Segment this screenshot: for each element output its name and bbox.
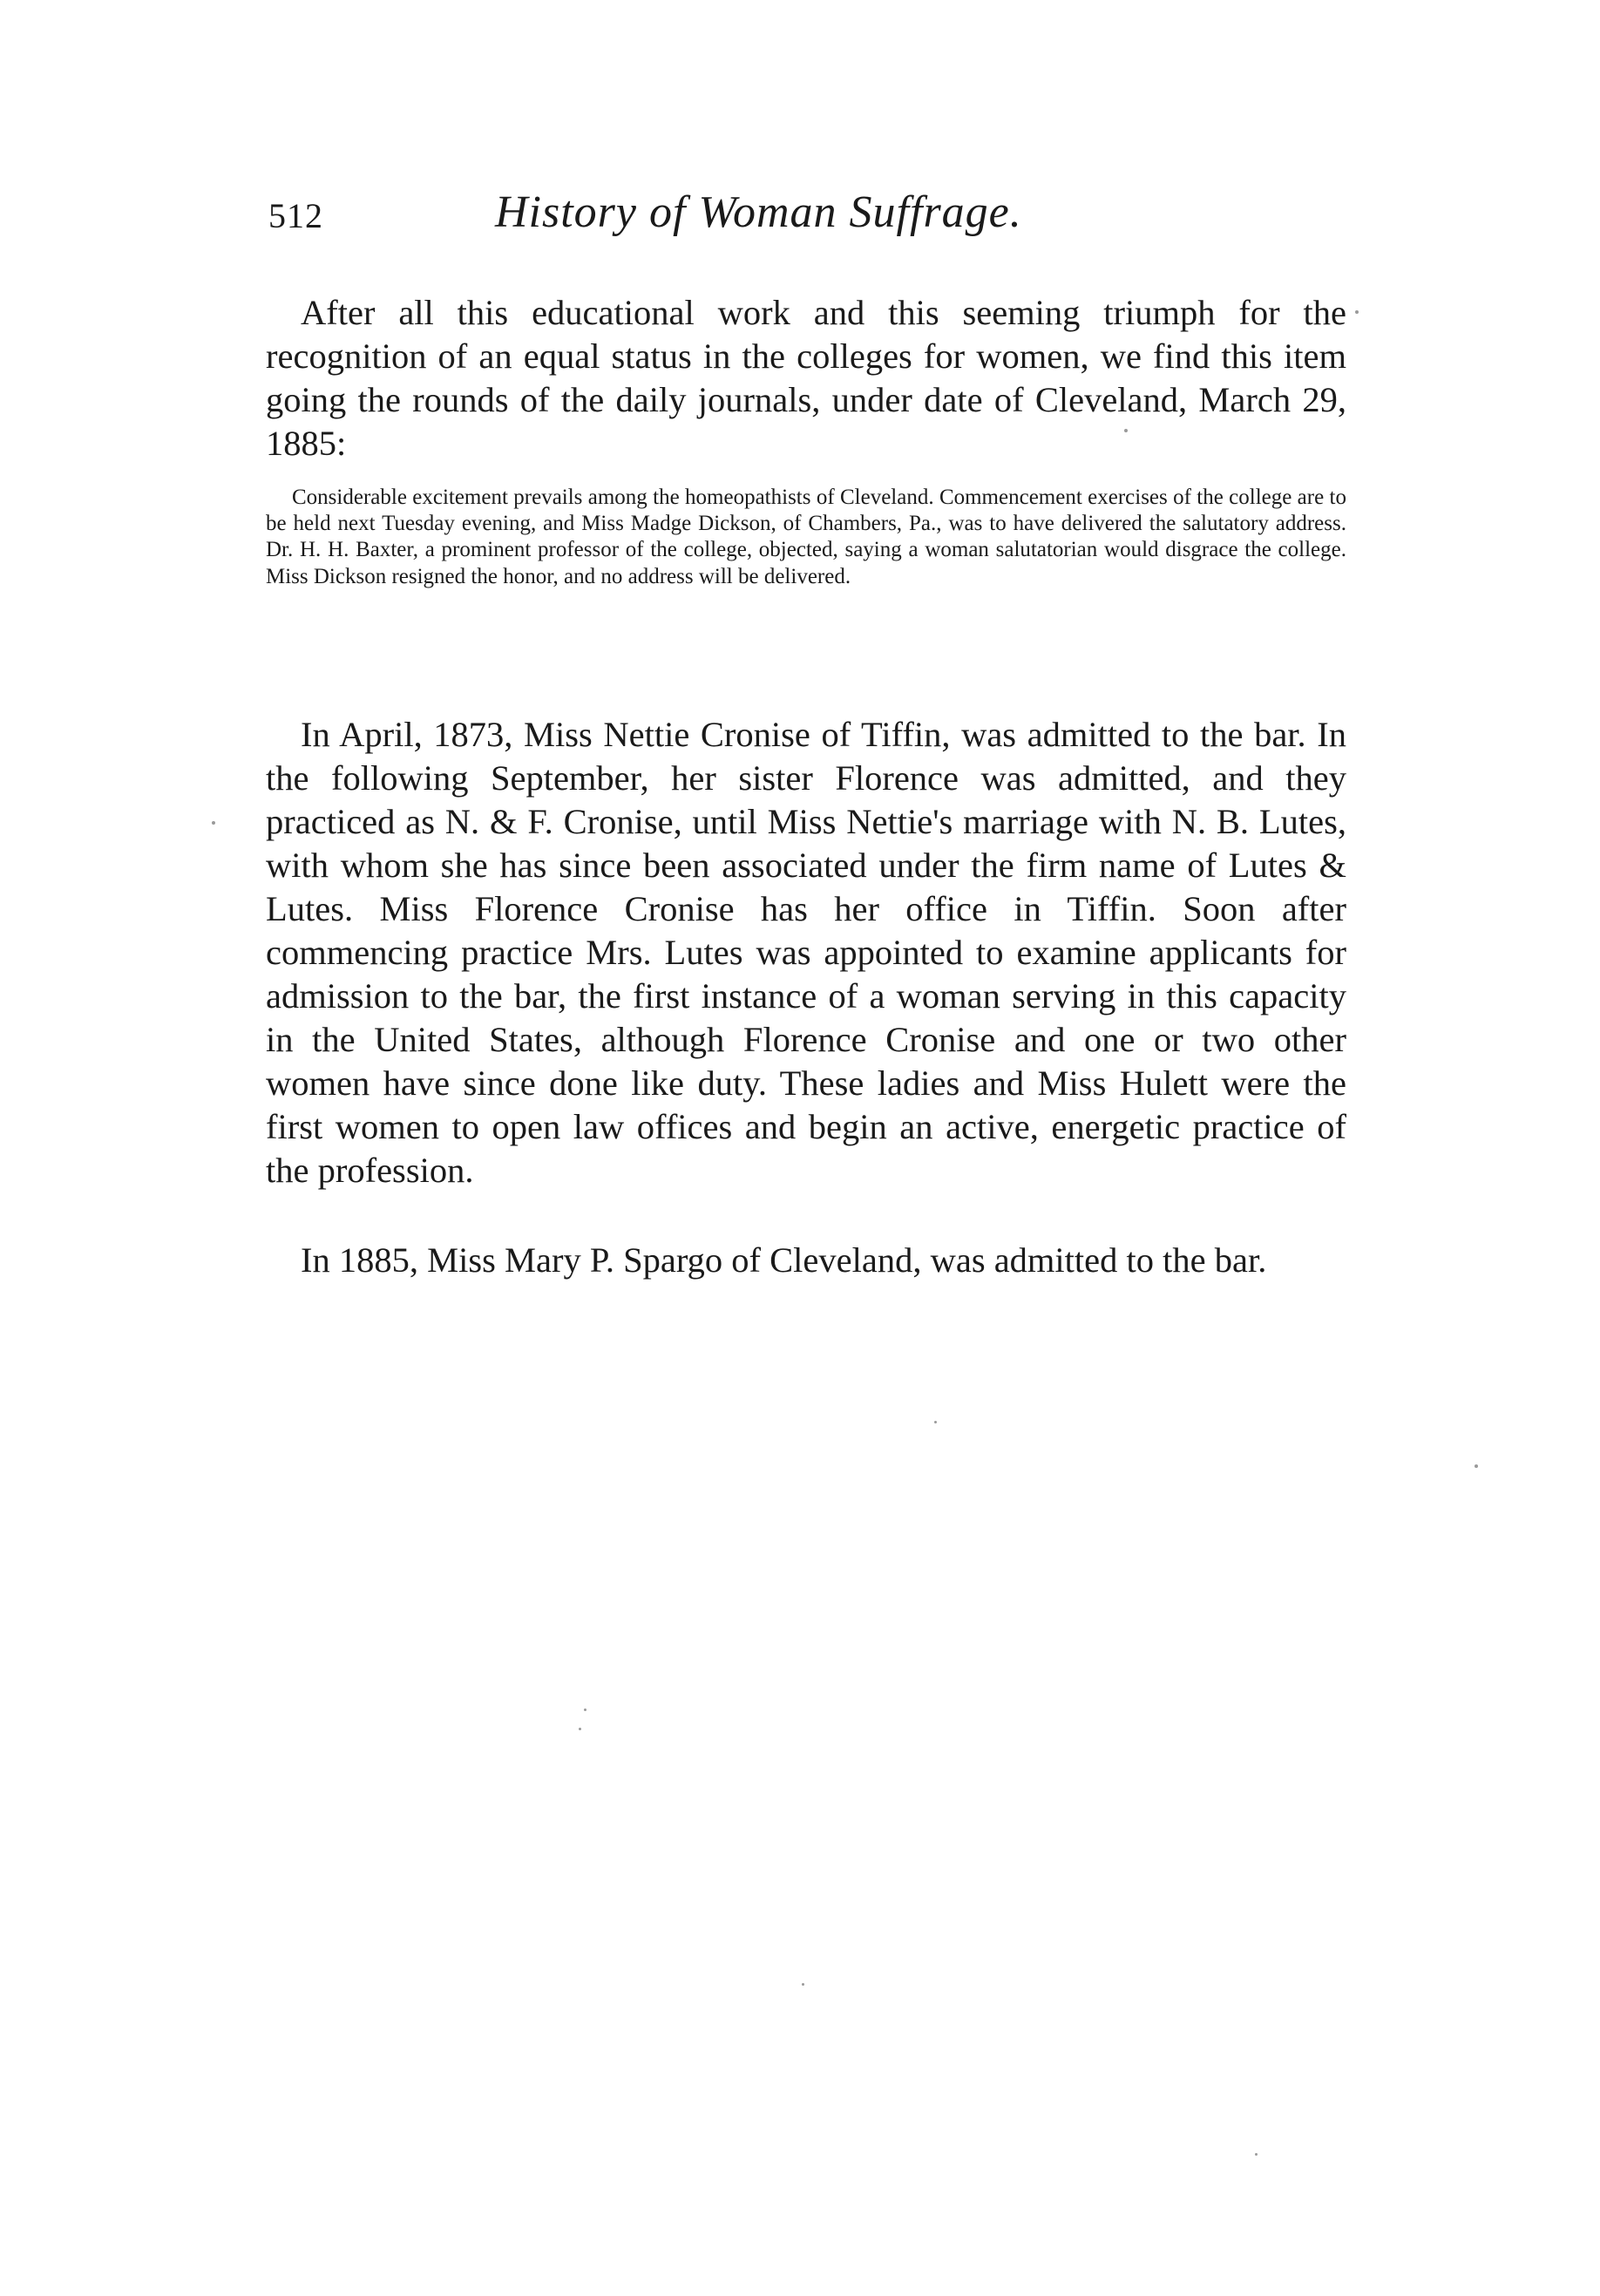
scan-speck: [584, 1708, 586, 1711]
body-paragraph-1: After all this educational work and this seeming triumph for the recognition of an equal status in the colleges for women, we find this item going the rounds of the daily journals, under date of Cleveland, March 29, 1885:: [266, 293, 1346, 463]
scan-speck: [579, 1728, 581, 1730]
scan-speck: [934, 1421, 937, 1423]
scan-speck: [1124, 429, 1128, 432]
scan-speck: [1355, 310, 1359, 314]
body-paragraph-2: In April, 1873, Miss Nettie Cronise of Tiffin, was admitted to the bar. In the following September, her sister Florence was admitted, and they practiced as N. & F. Cronise, until Miss Nettie's marriage with N. B. Lutes, with whom she has since been associated under the firm name of Lutes & Lutes. Miss Florence Cronise has her office in Tiffin. Soon after commencing practice Mrs. Lutes was appointed to examine applicants for admission to the bar, the first instance of a woman serving in this capacity in the United States, although Florence Cronise and one or two other women have since done like duty. These ladies and Miss Hulett were the first women to open law offices and begin an active, energetic practice of the profession.: [266, 715, 1346, 1190]
body-paragraph-3: In 1885, Miss Mary P. Spargo of Cleveland, was admitted to the bar.: [301, 1240, 1267, 1280]
scan-speck: [212, 821, 215, 825]
page-number: 512: [268, 196, 323, 235]
page-header: [268, 187, 1345, 248]
scan-speck: [1255, 2153, 1258, 2156]
block-quote: Considerable excitement prevails among the homeopathists of Cleveland. Commencement exercises of the college are to be held next Tuesday evening, and Miss Madge Dickson, of Chambers, Pa., was to have delivered the salutatory address. Dr. H. H. Baxter, a prominent professor of the college, objected, saying a woman salutatorian would disgrace the college. Miss Dickson resigned the honor, and no address will be delivered.: [266, 486, 1346, 588]
running-title: History of Woman Suffrage.: [495, 187, 1022, 237]
scan-speck: [802, 1983, 804, 1986]
scan-speck: [1475, 1464, 1478, 1468]
